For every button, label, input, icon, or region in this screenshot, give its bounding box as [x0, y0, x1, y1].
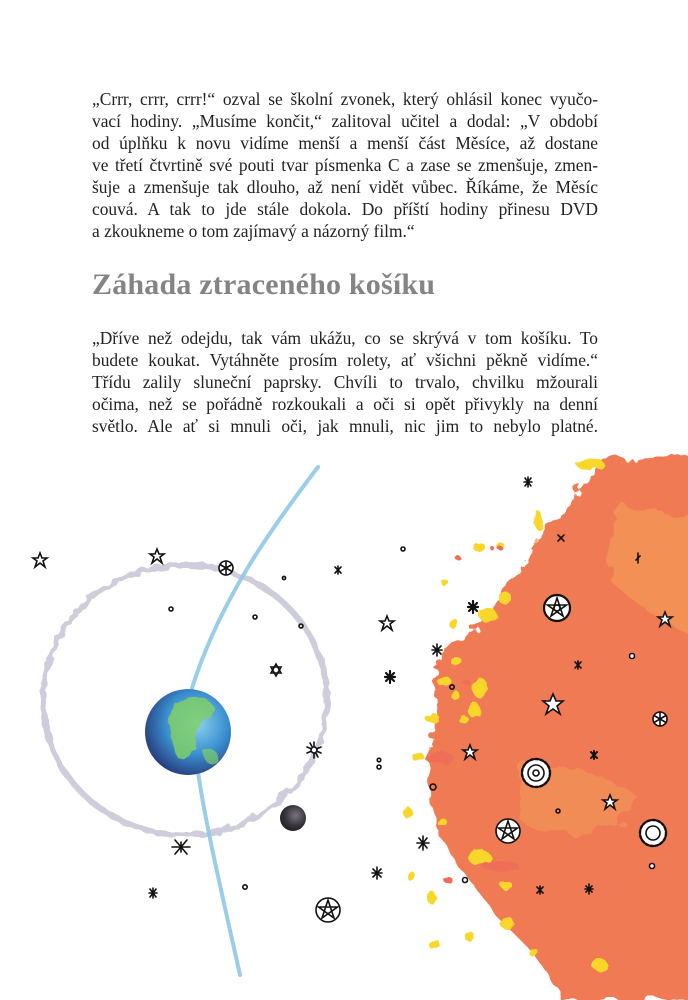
star-icon	[380, 616, 394, 630]
asterisk-icon	[335, 566, 341, 574]
dot-star-icon	[169, 607, 173, 611]
sun	[427, 456, 688, 1000]
hex-star-icon	[271, 664, 281, 676]
moon	[280, 805, 306, 831]
text-line: od úplňku k novu vidíme menší a menší část Měsíce, až dostane	[92, 133, 598, 153]
dot-star-icon	[401, 547, 405, 551]
text-line: očima, než se pořádně rozkoukali a oči si opět přivykly na denní	[92, 394, 598, 414]
pentagram-icon	[496, 819, 520, 843]
asterisk-icon	[149, 888, 157, 898]
chapter-heading: Záhada ztraceného košíku	[92, 268, 436, 301]
dot-star-icon	[650, 864, 655, 869]
asterisk-icon	[372, 867, 382, 879]
dot-star-icon	[463, 878, 468, 883]
asterisk-icon	[417, 836, 429, 850]
asterisk-icon	[385, 671, 395, 683]
dot-star-icon	[377, 758, 381, 762]
dot-star-icon	[282, 576, 285, 579]
earth	[145, 689, 231, 775]
text-line: ve třetí čtvrtině své pouti tvar písmenka C a zase se zmenšuje, zmen-	[92, 155, 598, 175]
text-line: šuje a zmenšuje tak dlouho, až není vidět vůbec. Říkáme, že Měsíc	[92, 177, 598, 197]
text-line: couvá. A tak to jde stále dokola. Do příští hodiny přinesu DVD	[92, 199, 598, 219]
dot-star-icon	[377, 765, 381, 769]
wheel-star-icon	[219, 561, 233, 575]
text-line: budete koukat. Vytáhněte prosím rolety, ať všichni pěkně vidíme.“	[92, 350, 598, 370]
text-line: Třídu zalily sluneční paprsky. Chvíli to trvalo, chvilku mžourali	[92, 372, 598, 392]
paragraph-2	[92, 327, 598, 437]
dot-star-icon	[630, 654, 635, 659]
star-icon	[33, 553, 47, 567]
text-line: „Dříve než odejdu, tak vám ukážu, co se skrývá v tom košíku. To	[92, 328, 598, 348]
dot-star-icon	[253, 615, 257, 619]
asterisk-icon	[585, 884, 593, 894]
asterisk-icon	[468, 601, 478, 613]
wheel-star-icon	[653, 712, 667, 726]
dot-star-icon	[243, 885, 247, 889]
asterisk-icon	[172, 840, 190, 854]
space-illustration	[0, 440, 688, 1000]
text-line: světlo. Ale ať si mnuli oči, jak mnuli, nic jim to nebylo platné.	[92, 416, 598, 436]
mandala-icon	[544, 595, 570, 621]
asterisk-icon	[432, 644, 442, 656]
pentagram-icon	[316, 898, 340, 922]
text-line: vací hodiny. „Musíme končit,“ zalitoval učitel a dodal: „V období	[92, 111, 598, 131]
sunflower-icon	[640, 820, 666, 846]
sunflower-icon	[522, 759, 550, 787]
star-icon	[150, 549, 164, 563]
text-line: a zkoukneme o tom zajímavý a názorný film.“	[92, 221, 415, 241]
paragraph-1	[92, 88, 598, 242]
asterisk-icon	[524, 477, 532, 487]
text-line: „Crrr, crrr, crrr!“ ozval se školní zvonek, který ohlásil konec vyučo-	[92, 89, 598, 109]
